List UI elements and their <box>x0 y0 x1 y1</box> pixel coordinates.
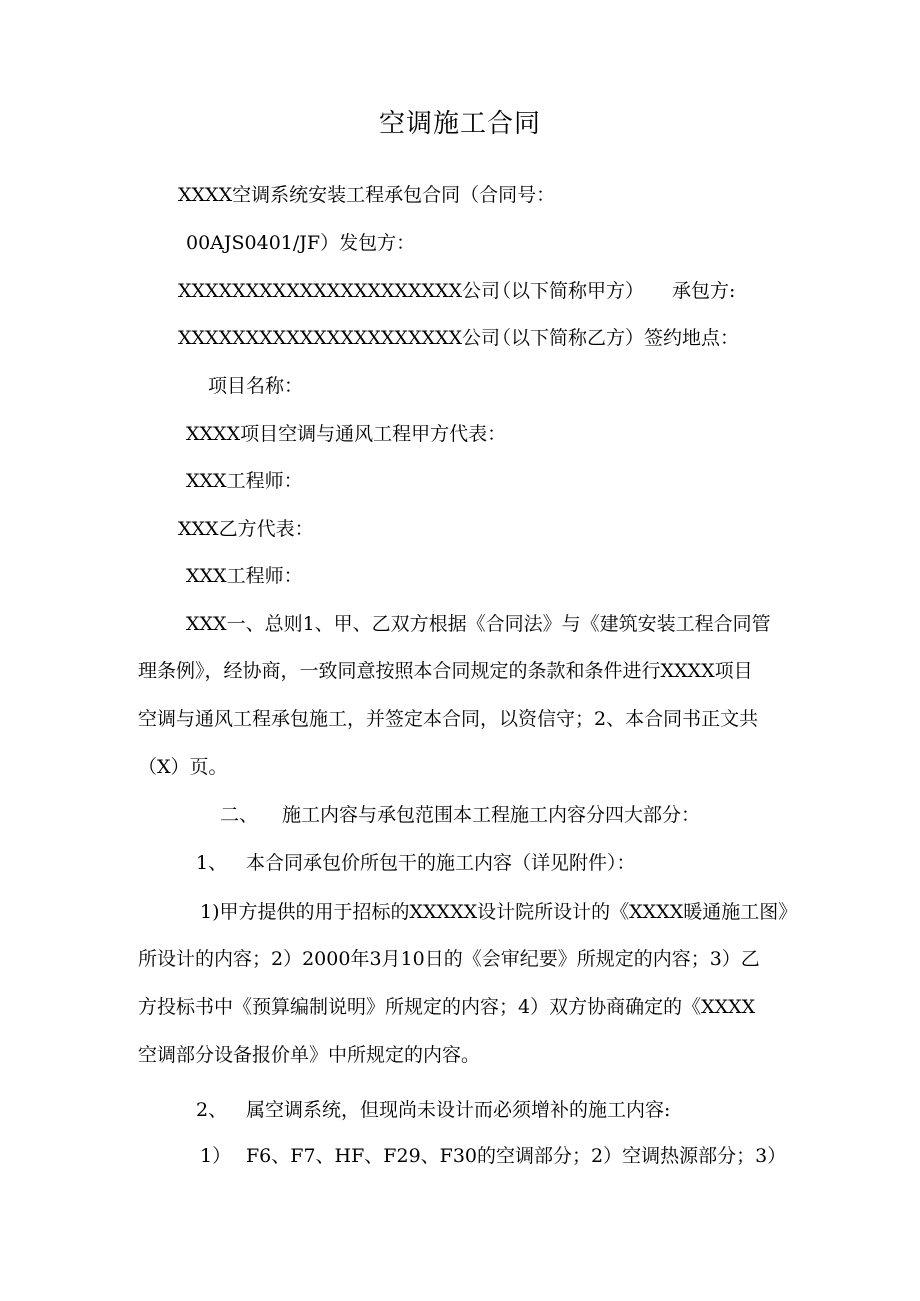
text-line-2: 00AJS0401/JF）发包方： <box>186 232 416 254</box>
text-line-5: 项目名称： <box>208 375 304 397</box>
item-one-number: 1、 <box>196 852 228 874</box>
text-line-17: 所设计的内容；2）2000年3月10日的《会审纪要》所规定的内容；3）乙 <box>138 948 760 970</box>
text-line-8: XXX乙方代表： <box>178 518 314 540</box>
text-line-1: XXXX空调系统安装工程承包合同（合同号： <box>178 184 556 206</box>
item-two-heading: 属空调系统，但现尚未设计而必须增补的施工内容: <box>246 1099 671 1121</box>
text-line-11: 理条例》，经协商，一致同意按照本合同规定的条款和条件进行XXXX项目 <box>138 660 753 682</box>
text-line-4b: （以下简称乙方）签约地点： <box>492 327 740 349</box>
text-line-3b: （以下简称甲方） <box>492 280 645 302</box>
text-line-6: XXXX项目空调与通风工程甲方代表： <box>186 423 507 445</box>
item-two-number: 2、 <box>196 1099 228 1121</box>
text-line-4a: XXXXXXXXXXXXXXXXXXXXX公司 <box>178 327 501 349</box>
sub-item-number: 1） <box>200 1145 232 1167</box>
text-line-3a: XXXXXXXXXXXXXXXXXXXXX公司 <box>178 280 501 302</box>
text-line-3c: 承包方: <box>672 280 736 302</box>
text-line-12: 空调与通风工程承包施工，并签定本合同，以资信守；2、本合同书正文共 <box>138 708 759 730</box>
text-line-9: XXX工程师： <box>186 565 303 587</box>
text-line-10: XXX一、总则1、甲、乙双方根据《合同法》与《建筑安装工程合同管 <box>186 613 771 635</box>
text-line-13: （X）页。 <box>138 756 228 778</box>
document-title: 空调施工合同 <box>378 109 541 139</box>
item-one-heading: 本合同承包价所包干的施工内容（详见附件）： <box>246 852 636 874</box>
text-line-7: XXX工程师： <box>186 470 303 492</box>
text-line-16: 1)甲方提供的用于招标的XXXXX设计院所设计的《XXXX暖通施工图》 <box>200 901 798 923</box>
section-two-heading: 施工内容与承包范围本工程施工内容分四大部分： <box>282 804 701 826</box>
sub-item-text: F6、F7、HF、F29、F30的空调部分；2）空调热源部分；3） <box>246 1145 787 1167</box>
section-two-number: 二、 <box>220 804 259 826</box>
text-line-19: 空调部分设备报价单》中所规定的内容。 <box>138 1044 481 1066</box>
text-line-18: 方投标书中《预算编制说明》所规定的内容；4）双方协商确定的《XXXX <box>138 996 756 1018</box>
